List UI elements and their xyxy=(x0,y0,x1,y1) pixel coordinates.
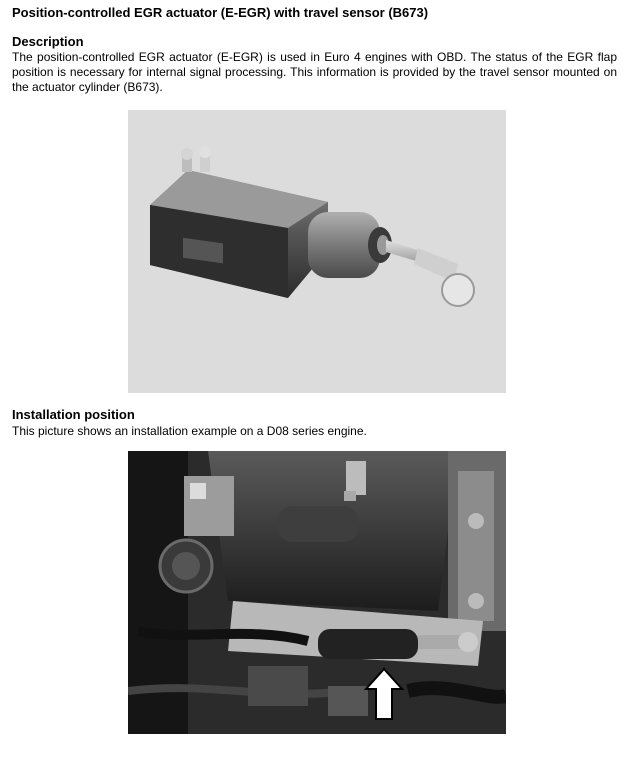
egr-actuator-illustration xyxy=(128,110,506,393)
installation-text: This picture shows an installation example on a D08 series engine. xyxy=(12,424,367,438)
installation-photo xyxy=(128,451,506,734)
description-heading: Description xyxy=(12,34,84,49)
installation-heading: Installation position xyxy=(12,407,135,422)
page-title: Position-controlled EGR actuator (E-EGR) with travel sensor (B673) xyxy=(12,5,429,20)
description-text: The position-controlled EGR actuator (E-EGR) is used in Euro 4 engines with OBD. The status of the EGR flap position is necessary for internal signal processing. This information is provided by the travel sensor mounted on the actuator cylinder (B673). xyxy=(12,50,617,94)
engine-installation-illustration xyxy=(128,451,506,734)
egr-actuator-photo xyxy=(128,110,506,393)
